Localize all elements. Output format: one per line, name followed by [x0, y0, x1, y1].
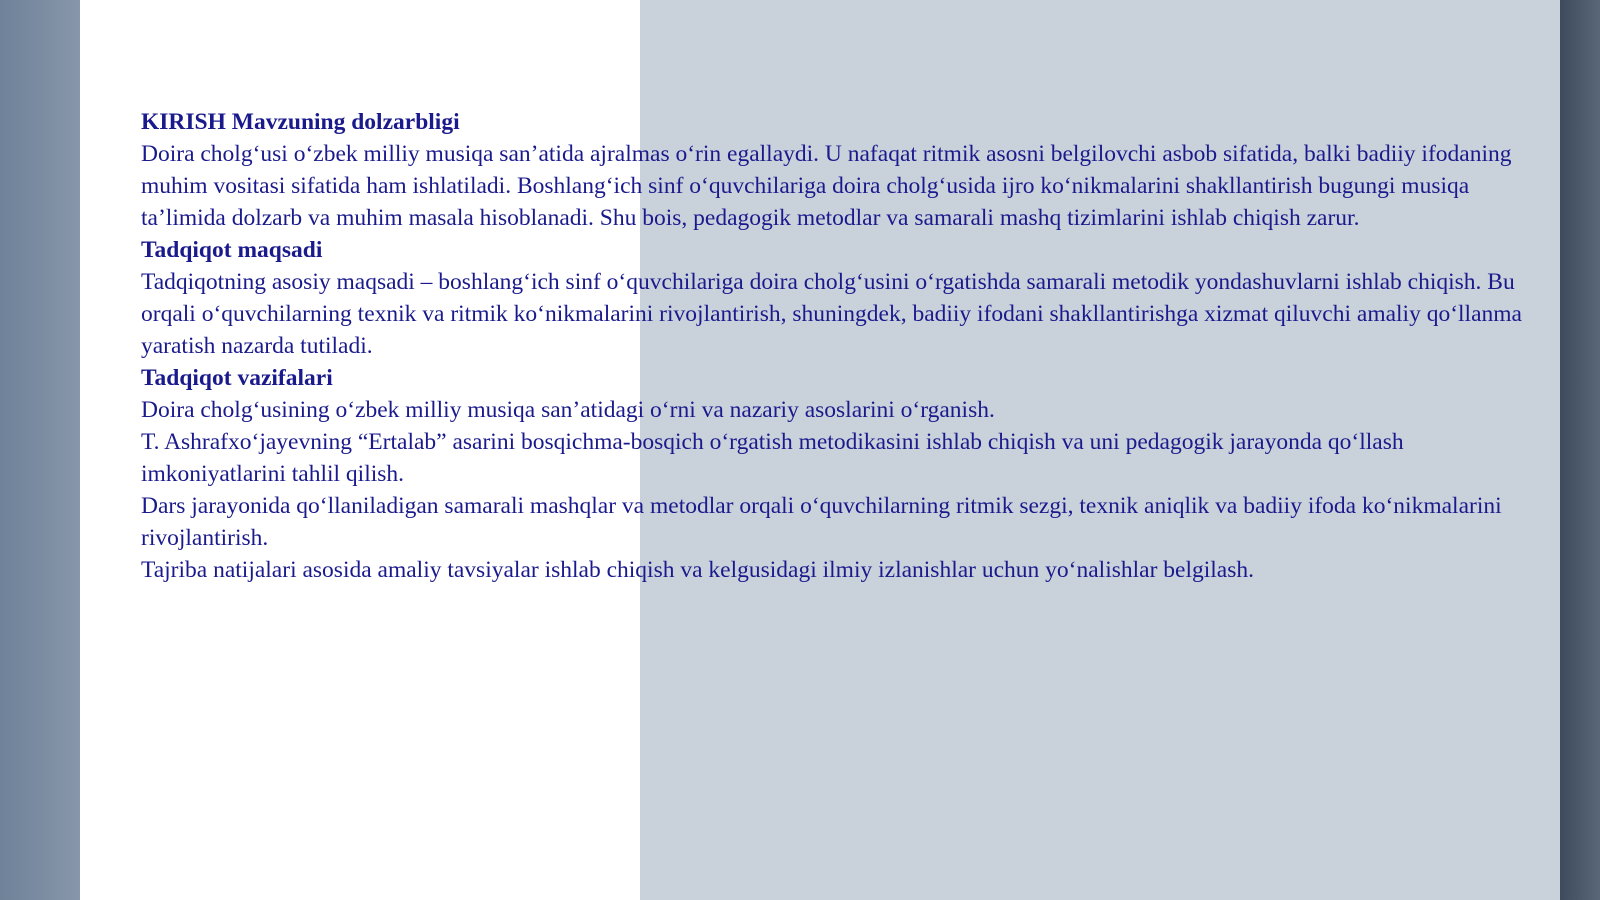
slide-text-body	[141, 106, 1541, 586]
task-item: T. Ashrafxo‘jayevning “Ertalab” asarini bosqichma-bosqich o‘rgatish metodikasini ishlab chiqish va uni pedagogik jarayonda qo‘llash imkoniyatlarini tahlil qilish.	[141, 429, 1404, 487]
goal-heading: Tadqiqot maqsadi	[141, 237, 323, 263]
task-item: Dars jarayonida qo‘llaniladigan samarali mashqlar va metodlar orqali o‘quvchilarning ritmik sezgi, texnik aniqlik va badiiy ifoda ko‘nikmalarini rivojlantirish.	[141, 493, 1502, 551]
intro-paragraph: Doira cholg‘usi o‘zbek milliy musiqa san’atida ajralmas o‘rin egallaydi. U nafaqat ritmik asosni belgilovchi asbob sifatida, balki badiiy ifodaning muhim vositasi sifatida ham ishlatiladi. Boshlang‘ich sinf o‘quvchilariga doira cholg‘usida ijro ko‘nikmalarini shakllantirish bugungi musiqa ta’limida dolzarb va muhim masala hisoblanadi. Shu bois, pedagogik metodlar va samarali mashq tizimlarini ishlab chiqish zarur.	[141, 141, 1512, 231]
right-edge-band	[1560, 0, 1600, 900]
task-item: Tajriba natijalari asosida amaliy tavsiyalar ishlab chiqish va kelgusidagi ilmiy izlanishlar uchun yo‘nalishlar belgilash.	[141, 557, 1255, 583]
goal-paragraph: Tadqiqotning asosiy maqsadi – boshlang‘ich sinf o‘quvchilariga doira cholg‘usini o‘rgatishda samarali metodik yondashuvlarni ishlab chiqish. Bu orqali o‘quvchilarning texnik va ritmik ko‘nikmalarini rivojlantirish, shuningdek, badiiy ifodani shakllantirishga xizmat qiluvchi amaliy qo‘llanma yaratish nazarda tutiladi.	[141, 269, 1522, 359]
tasks-heading: Tadqiqot vazifalari	[141, 365, 333, 391]
left-edge-band	[0, 0, 80, 900]
task-item: Doira cholg‘usining o‘zbek milliy musiqa san’atidagi o‘rni va nazariy asoslarini o‘rganish.	[141, 397, 995, 423]
intro-heading: KIRISH Mavzuning dolzarbligi	[141, 109, 460, 135]
